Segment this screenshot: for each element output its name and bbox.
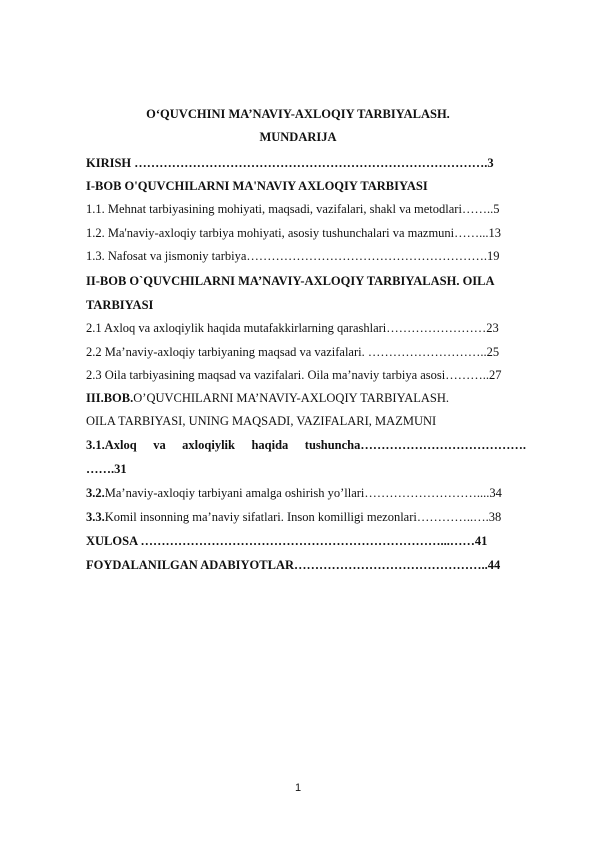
document-title: O‘QUVCHINI MA’NAVIY-AXLOQIY TARBIYALASH. [146, 107, 450, 121]
toc-entry-1-1: 1.1. Mehnat tarbiyasining mohiyati, maqsadi, vazifalari, shakl va metodlari……..5 [86, 202, 500, 216]
toc-entry-1-3: 1.3. Nafosat va jismoniy tarbiya………………………………………………….19 [86, 249, 500, 263]
toc-entry-2-1: 2.1 Axloq va axloqiylik haqida mutafakkirlarning qarashlari……………………23 [86, 321, 499, 335]
toc-entry-3-2-text: Ma’naviy-axloqiy tarbiyani amalga oshirish yo’llari………………………....34 [104, 486, 502, 500]
toc-chapter-3 [86, 391, 526, 406]
contents-heading: MUNDARIJA [259, 130, 337, 144]
toc-entry-3-2 [86, 486, 526, 501]
toc-entry-3-1-word: 3.1.Axloq [86, 438, 137, 452]
toc-entry-3-1-word: axloqiylik [182, 438, 235, 452]
toc-entry-3-1-word: haqida [251, 438, 289, 452]
toc-entry-3-1-word: tushuncha…………………………………. [304, 438, 526, 452]
toc-entry-xulosa: XULOSA ………………………………………………………………...……41 [86, 534, 488, 548]
toc-chapter-1: I-BOB O'QUVCHILARNI MA'NAVIY AXLOQIY TARBIYASI [86, 179, 428, 193]
toc-entry-3-2-label: 3.2. [86, 486, 105, 500]
toc-entry-3-3-label: 3.3. [86, 510, 105, 524]
toc-chapter-2: II-BOB O`QUVCHILARNI MA’NAVIY-AXLOQIY TARBIYALASH. OILA [86, 274, 495, 288]
toc-entry-kirish: KIRISH ………………………………………………………………………….3 [86, 156, 494, 170]
toc-entry-3-1 [86, 438, 526, 453]
toc-entry-3-3 [86, 510, 526, 525]
toc-entry-3-3-text: Komil insonning ma’naviy sifatlari. Inson komilligi mezonlari…………..….38 [104, 510, 502, 524]
toc-chapter-3-cont: OILA TARBIYASI, UNING MAQSADI, VAZIFALARI, MAZMUNI [86, 414, 437, 428]
toc-entry-2-3: 2.3 Oila tarbiyasining maqsad va vazifalari. Oila ma’naviy tarbiya asosi………..27 [86, 368, 502, 382]
toc-entry-adabiyotlar: FOYDALANILGAN ADABIYOTLAR………………………………………..44 [86, 558, 501, 572]
toc-entry-2-2: 2.2 Ma’naviy-axloqiy tarbiyaning maqsad va vazifalari. ………………………..25 [86, 345, 500, 359]
toc-chapter-3-text: O’QUVCHILARNI MA’NAVIY-AXLOQIY TARBIYALASH. [133, 391, 450, 405]
toc-entry-3-1-cont: …….31 [86, 462, 127, 476]
toc-entry-3-1-word: va [153, 438, 166, 452]
toc-entry-1-2: 1.2. Ma'naviy-axloqiy tarbiya mohiyati, asosiy tushunchalari va mazmuni……...13 [86, 226, 502, 240]
toc-chapter-3-label: III.BOB. [86, 391, 134, 405]
toc-chapter-2-cont: TARBIYASI [86, 298, 154, 312]
page-number: 1 [294, 782, 302, 794]
